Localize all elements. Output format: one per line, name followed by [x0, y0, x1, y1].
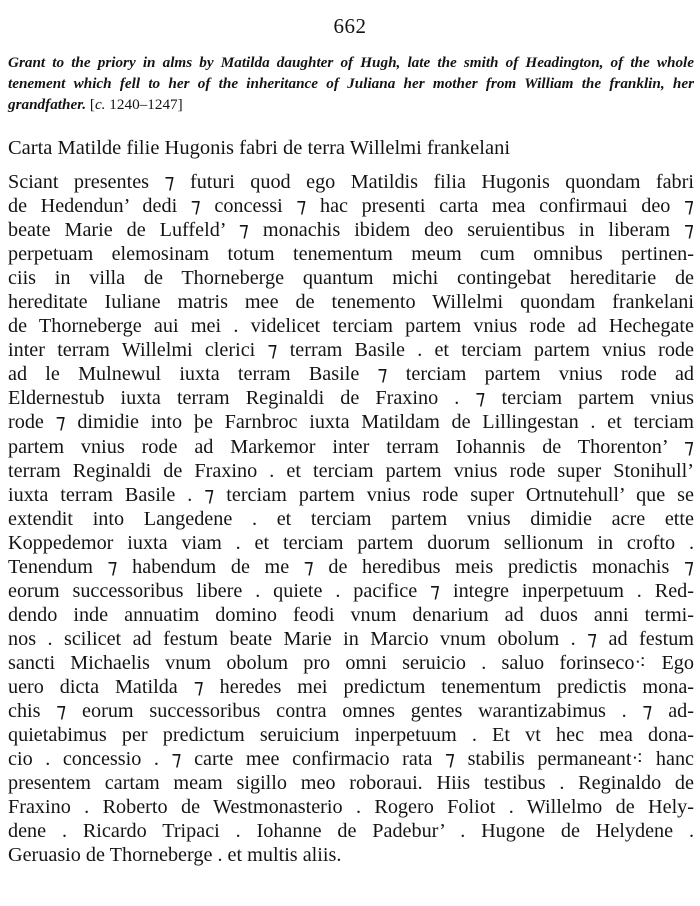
page-number: 662	[333, 14, 367, 38]
charter-line: uero dicta Matilda ⁊ heredes mei predictum tenementum predictis mona-	[8, 675, 694, 698]
charter-line: de Hedendun’ dedi ⁊ concessi ⁊ hac presenti carta mea confirmaui deo ⁊	[8, 195, 694, 218]
charter-line: cio . concessio . ⁊ carte mee confirmacio rata ⁊ stabilis permaneant⁖ hanc	[8, 748, 694, 771]
charter-line: Fraxino . Roberto de Westmonasterio . Rogero Foliot . Willelmo de Hely-	[8, 796, 694, 819]
charter-abstract	[8, 52, 694, 115]
charter-line: rode ⁊ dimidie into þe Farnbroc iuxta Matildam de Lillingestan . et terciam	[8, 411, 694, 434]
charter-line: extendit into Langedene . et terciam partem vnius dimidie acre ette	[8, 507, 694, 530]
charter-line: partem vnius rode ad Markemor inter terram Iohannis de Thorenton’ ⁊	[8, 435, 694, 458]
charter-line: Sciant presentes ⁊ futuri quod ego Matildis filia Hugonis quondam fabri	[8, 171, 694, 193]
charter-line: Geruasio de Thorneberge . et multis aliis.	[8, 844, 342, 867]
charter-line: inter terram Willelmi clerici ⁊ terram Basile . et terciam partem vnius rode	[8, 339, 694, 362]
charter-line: presentem cartam meam sigillo meo roboraui. Hiis testibus . Reginaldo de	[8, 772, 694, 795]
charter-body	[8, 170, 694, 867]
charter-line: terram Reginaldi de Fraxino . et terciam partem vnius rode super Stonihull’	[8, 459, 694, 482]
charter-line: Tenendum ⁊ habendum de me ⁊ de heredibus meis predictis monachis ⁊	[8, 555, 694, 578]
date-circa: c.	[94, 96, 106, 113]
charter-line: quietabimus per predictum seruicium inperpetuum . Et vt hec mea dona-	[8, 724, 694, 747]
charter-line: eorum successoribus libere . quiete . pacifice ⁊ integre inperpetuum . Red-	[8, 579, 694, 602]
charter-line: sancti Michaelis vnum obolum pro omni seruicio . saluo forinseco⁖ Ego	[8, 651, 694, 674]
charter-line: ad le Mulnewul iuxta terram Basile ⁊ terciam partem vnius rode ad	[8, 363, 694, 386]
charter-line: dendo inde annuatim domino feodi vnum denarium ad duos anni termi-	[8, 603, 694, 626]
charter-line: perpetuam elemosinam totum tenementum meum cum omnibus pertinen-	[8, 243, 694, 266]
charter-line: iuxta terram Basile . ⁊ terciam partem vnius rode super Ortnutehull’ que se	[8, 483, 694, 506]
charter-line: beate Marie de Luffeld’ ⁊ monachis ibidem deo seruientibus in liberam ⁊	[8, 219, 694, 242]
charter-line: de Thorneberge aui mei . videlicet terciam partem vnius rode ad Hechegate	[8, 315, 694, 338]
date-range: 1240–1247]	[105, 96, 183, 113]
charter-line: chis ⁊ eorum successoribus contra omnes gentes warantizabimus . ⁊ ad-	[8, 700, 694, 723]
abstract-text: Grant to the priory in alms by Matilda daughter of Hugh, late the smith of Headington, of the whole tenement which fell to her of the inheritance of Juliana her mother from William the franklin, her grandfather.	[8, 54, 694, 113]
charter-line: Koppedemor iuxta viam . et terciam partem duorum sellionum in crofto .	[8, 531, 694, 554]
charter-heading: Carta Matilde filie Hugonis fabri de terra Willelmi frankelani	[8, 137, 511, 159]
charter-line: dene . Ricardo Tripaci . Iohanne de Padebur’ . Hugone de Helydene .	[8, 820, 694, 843]
charter-line: nos . scilicet ad festum beate Marie in Marcio vnum obolum . ⁊ ad festum	[8, 627, 694, 650]
abstract-date	[90, 96, 183, 113]
date-bracket: [	[89, 96, 95, 113]
charter-line: hereditate Iuliane matris mee de tenemento Willelmi quondam frankelani	[8, 291, 694, 314]
charter-line: Eldernestub iuxta terram Reginaldi de Fraxino . ⁊ terciam partem vnius	[8, 387, 694, 410]
charter-line: ciis in villa de Thorneberge quantum michi contingebat hereditarie de	[8, 267, 694, 290]
